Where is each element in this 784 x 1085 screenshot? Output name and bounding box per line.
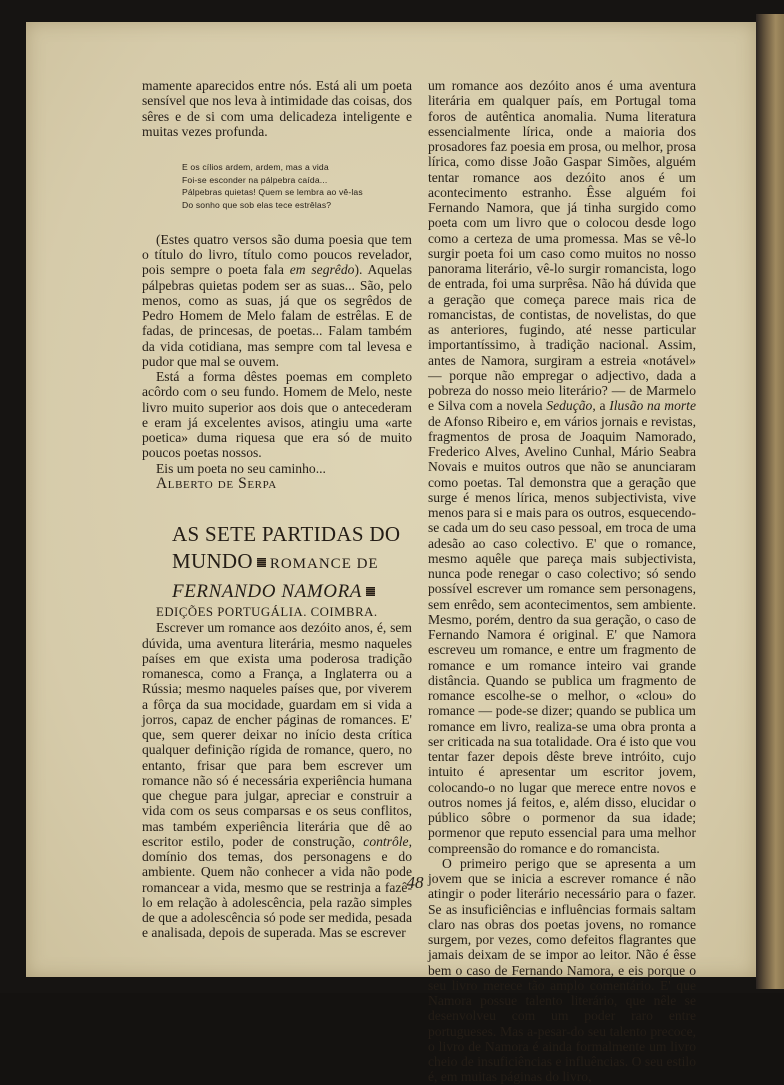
square-bullet-icon — [257, 558, 266, 567]
square-bullet-icon — [366, 587, 375, 596]
right-column — [428, 78, 696, 1085]
poem-commentary-paragraph: (Estes quatro versos são duma poesia que tem o título do livro, título como poucos revelador, pois sempre o poeta fala em segrêdo). Aquelas pálpebras quietas podem ser as suas... São, pelo menos, como as suas, já que os segrêdos de Pedro Homem de Melo falam de estrêlas. E de fadas, de princesas, de poetas... Falam também da vida cotidiana, mas sempre com tal levesa e pudor que mal se ouvem. — [142, 231, 412, 369]
poem-line: Do sonho que sob elas tece estrêlas? — [182, 200, 332, 211]
intro-paragraph: mamente aparecidos entre nós. Está ali um poeta sensível que nos leva à intimidade das coisas, dos sêres e de si com uma delicadeza inteligente e muitas vezes profunda. — [142, 78, 412, 139]
publisher-line: EDIÇÕES PORTUGÁLIA. COIMBRA. — [156, 605, 378, 620]
closing-line: Eis um poeta no seu caminho... — [156, 460, 326, 476]
review-heading — [172, 521, 412, 605]
review-continuation-paragraph: um romance aos dezóito anos é uma aventura literária em qualquer país, em Portugal toma foros de autêntica anomalia. Numa literatura essencialmente lírica, onde a maioria dos prosadores faz poesia em prosa, ou melhor, prosa lírica, como disse João Gaspar Simões, alguém tentar romance aos dezóito anos é um acontecimento estranho. Êsse alguém foi Fernando Namora, que já tinha surgido como poeta com um livro que o colocou desde logo como a certeza de uma promessa. Mas se vê-lo surgir poeta foi um caso como muitos no nosso panorama literário, vê-lo surgir romancista, logo de entrada, foi uma surprêsa. Não há dúvida que a geração que começa parece mais rica de romancistas, de contistas, de novelistas, do que as anteriores, fugindo, até nesse particular importantíssimo, à tradição nacional. Assim, antes de Namora, surgiram a estreia «notável» — porque não empregar o adjectivo, dada a pobreza do nosso meio literário? — de Marmelo e Silva com a novela Sedução, a Ilusão na morte de Afonso Ribeiro e, em vários jornais e revistas, fragmentos de prosa de Joaquim Namorado, Frederico Alves, Avelino Cunhal, Mário Seabra Novais e muitos outros que não se anunciaram como poetas. Tal demonstra que a geração que surge é menos lírica, menos subjectivista, vive menos para si e mais para os outros, esquecendo-se cada um do seu caso pessoal, em troca de uma adesão ao caso colectivo. E' que o romance, mesmo aquêle que pareça mais subjectivista, nunca pode renegar o caso colectivo; só sendo possível escrever um romance sem personagens, sem enrêdo, sem acontecimentos, sem ambiente. Mesmo, porém, dentro da sua geração, o caso de Fernando Namora é original. E' que Namora escreveu um romance, e entre um fragmento de romance e um romance inteiro vai grande distância. Quando se publica um fragmento de romance escolhe-se o melhor, o «clou» do romance — pode-se dizer; quando se publica um romance em livro, realiza-se uma obra pronta a ser criticada na sua totalidade. Ora é isto que vou tentar fazer depois dêste breve intróito, cujo intuito é apresentar um escritor jovem, colocando-o no lugar que merece entre novos e outros nomes já feitos, e, além disso, elucidar o público sôbre o pormenor da sua idade; pormenor que reputo essencial para uma melhor compreensão do romance e do romancista. — [428, 78, 696, 856]
left-column — [142, 78, 412, 941]
poem-quote — [182, 161, 412, 212]
first-danger-paragraph: O primeiro perigo que se apresenta a um jovem que se inicia a escrever romance é não atingir o poder literário necessário para o fazer. Se as insuficiências e influências formais saltam claro nas obras dos poetas jovens, no romance surgem, por vezes, como defeitos flagrantes que jamais deixam de se impor ao leitor. Não é êsse bem o caso de Fernando Namora, e eis porque o seu livro merece tão amplo comentário. E' que Namora possue talento literário, que nêle se desenvolveu com um poder raro entre portugueses. Mas a-pesar-do seu talento precoce, o livro de Namora é ainda formalmente um livro cheio de insuficiências e influências. O seu estilo é, em muitas páginas do livro, — [428, 855, 696, 1085]
review-opening-paragraph: Escrever um romance aos dezóito anos, é, sem dúvida, uma aventura literária, mesmo naqueles países em que exista uma poderosa tradição romanesca, como a França, a Inglaterra ou a Rússia; mesmo naqueles países que, por viverem a fôrça da sua mocidade, guardam em si vida a jorros, capaz de encher páginas de romances. E' que, sem querer deixar no início desta crítica qualquer definição rígida de romance, quero, no entanto, frisar que para bem escrever um romance não só é necessária experiência humana que chegue para julgar, apreciar e construir a vida com os seus comparsas e os seus conflitos, mas também experiência literária que dê ao escritor estilo, poder de construção, contrôle, domínio dos temas, dos personagens e do ambiente. Quem não conhecer a vida não pode romancear a vida, mesmo que se restrinja a fazê-lo em relação à adolescência, pela razão simples de que a adolescência só pode ser medida, pesada e analisada, depois de superada. Mas se escrever — [142, 620, 412, 941]
poem-line: Foi-se esconder na pálpebra caída... — [182, 174, 328, 185]
author-signature: Alberto de Serpa — [156, 474, 277, 492]
heading-title-line1: AS SETE PARTIDAS DO — [172, 522, 401, 547]
adjacent-page-edge — [756, 14, 784, 989]
form-paragraph: Está a forma dêstes poemas em completo acôrdo com o seu fundo. Homem de Melo, neste livro muito superior aos dois que o antecederam e eram já excelentes avisos, atingiu uma «arte poetica» duma riquesa que era só de muito poucos poetas nossos. — [142, 369, 412, 461]
poem-line: Pálpebras quietas! Quem se lembra ao vê-las — [182, 187, 363, 198]
heading-author-line: FERNANDO NAMORA — [172, 578, 412, 605]
heading-title-line2: MUNDO ROMANCE DE — [172, 549, 379, 574]
page-number: 48 — [406, 873, 424, 892]
poem-line: E os cílios ardem, ardem, mas a vida — [182, 162, 329, 172]
